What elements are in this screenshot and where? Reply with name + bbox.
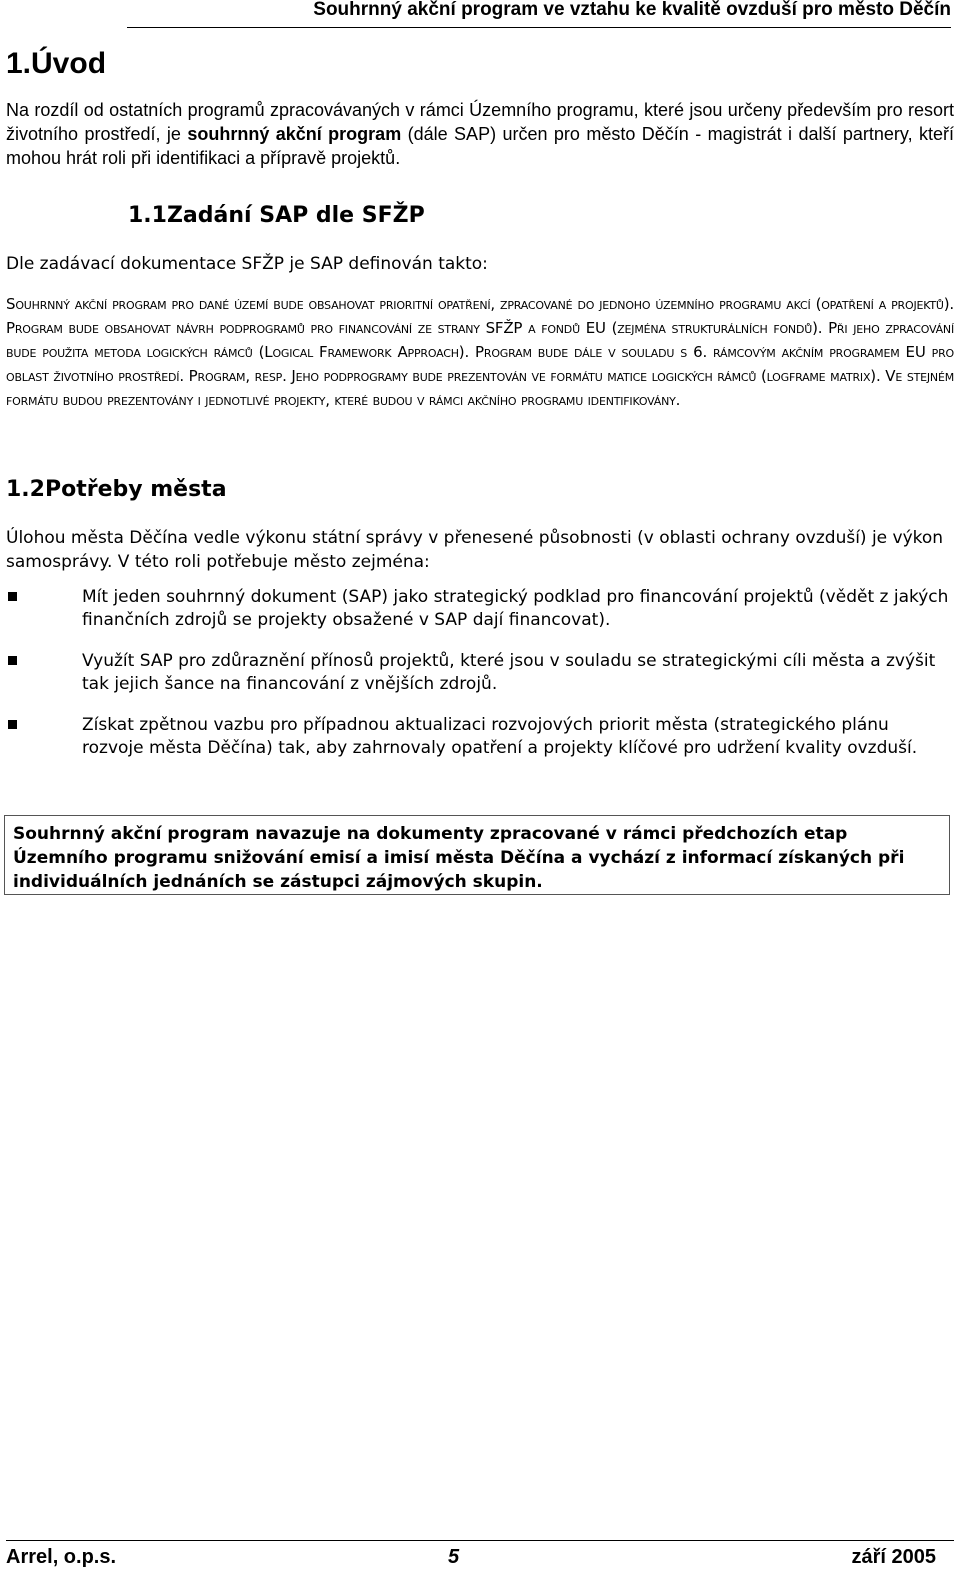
- subsection-heading-needs: 1.2Potřeby města: [6, 477, 227, 502]
- footer-page-number: 5: [448, 1546, 460, 1568]
- footer-date: září 2005: [851, 1546, 936, 1568]
- boxed-note: Souhrnný akční program navazuje na dokumenty zpracované v rámci předchozích etap Územního programu snižování emisí a imisí města Děčína a vychází z informací získaných při individuálních jednáních se zástupci zájmových skupin.: [4, 815, 950, 895]
- square-bullet-icon: [8, 592, 17, 601]
- bullet-text: Mít jeden souhrnný dokument (SAP) jako strategický podklad pro financování projektů (vědět z jakých finančních zdrojů se projekty obsažené v SAP dají financovat).: [82, 587, 949, 630]
- intro-text-start: Na rozdíl od ostatních programů zpracovávaných v rámci Územního programu, které jsou určeny především pro resort životního prostředí, je: [6, 100, 954, 144]
- needs-lead: Úlohou města Děčína vedle výkonu státní správy v přenesené působnosti (v oblasti ochrany ovzduší) je výkon samosprávy. V této roli potřebuje město zejména:: [6, 528, 944, 572]
- footer-company: Arrel, o.p.s.: [6, 1546, 117, 1568]
- bullet-text: Využít SAP pro zdůraznění přínosů projektů, které jsou v souladu se strategickými cíli města a zvýšit tak jejich šance na financování z vnějších zdrojů.: [82, 651, 936, 694]
- intro-text-bold: souhrnný akční program: [187, 124, 402, 144]
- section-heading-intro: 1.Úvod: [6, 47, 107, 80]
- square-bullet-icon: [8, 720, 17, 729]
- intro-paragraph: [6, 98, 954, 170]
- subsection-heading-assignment: 1.1Zadání SAP dle SFŽP: [128, 203, 425, 228]
- sap-definition-paragraph: Souhrnný akční program pro dané území bude obsahovat prioritní opatření, zpracované do jednoho územního programu akcí (opatření a projektů). Program bude obsahovat návrh podprogramů pro financování ze strany SFŽP a fondů EU (zejména strukturálních fondů). Při jeho zpracování bude použita metoda logických rámců (Logical Framework Approach). Program bude dále v souladu s 6. rámcovým akčním programem EU pro oblast životního prostředí. Program, resp. Jeho podprogramy bude prezentován ve formátu matice logických rámců (logframe matrix). Ve stejném formátu budou prezentovány i jednotlivé projekty, které budou v rámci akčního programu identifikovány.: [6, 295, 954, 409]
- running-header: Souhrnný akční program ve vztahu ke kvalitě ovzduší pro město Děčín: [127, 0, 951, 28]
- needs-bullet-list: [6, 586, 954, 778]
- list-item: [6, 650, 954, 696]
- bullet-text: Získat zpětnou vazbu pro případnou aktualizaci rozvojových priorit města (strategického plánu rozvoje města Děčína) tak, aby zahrnovaly opatření a projekty klíčové pro udržení kvality ovzduší.: [82, 715, 918, 758]
- list-item: [6, 714, 954, 760]
- assignment-lead: Dle zadávací dokumentace SFŽP je SAP definován takto:: [6, 254, 488, 274]
- list-item: [6, 586, 954, 632]
- square-bullet-icon: [8, 656, 17, 665]
- intro-text-end: (dále SAP) určen pro město Děčín - magistrát i další partnery, kteří mohou hrát roli při identifikaci a přípravě projektů.: [6, 124, 955, 168]
- footer-divider: [6, 1540, 954, 1541]
